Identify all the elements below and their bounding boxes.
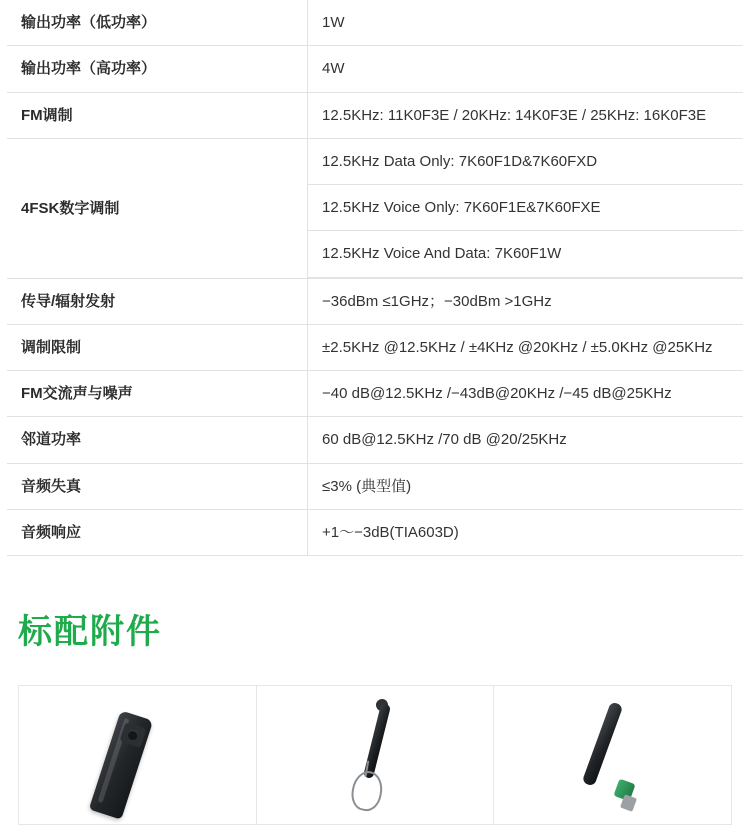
table-row bbox=[7, 46, 743, 92]
spec-label: 邻道功率 bbox=[7, 417, 308, 463]
accessory-cell-strap bbox=[256, 686, 494, 824]
table-row bbox=[7, 417, 743, 463]
table-row bbox=[7, 371, 743, 417]
battery-pack-icon bbox=[62, 695, 212, 815]
spec-value-group bbox=[308, 138, 744, 278]
spec-value: 60 dB@12.5KHz /70 dB @20/25KHz bbox=[322, 431, 567, 449]
spec-value: 12.5KHz: 11K0F3E / 20KHz: 14K0F3E / 25KHz: 16K0F3E bbox=[322, 106, 707, 124]
spec-label: FM调制 bbox=[7, 92, 308, 138]
spec-value: +1～−3dB(TIA603D) bbox=[322, 523, 459, 541]
specifications-table bbox=[7, 0, 743, 556]
antenna-icon bbox=[538, 695, 688, 815]
table-row bbox=[7, 278, 743, 324]
spec-label: 传导/辐射发射 bbox=[7, 278, 308, 324]
accessory-cell-antenna bbox=[493, 686, 731, 824]
table-row bbox=[308, 231, 743, 277]
spec-label: 输出功率（低功率） bbox=[7, 0, 308, 46]
spec-value: −36dBm ≤1GHz；−30dBm >1GHz bbox=[322, 292, 552, 310]
accessory-cell-battery bbox=[19, 686, 256, 824]
battery-body bbox=[89, 710, 153, 819]
spec-value: ±2.5KHz @12.5KHz / ±4KHz @20KHz / ±5.0KHz @25KHz bbox=[322, 338, 713, 356]
spec-sub-table bbox=[308, 139, 743, 278]
spec-value: 12.5KHz Data Only: 7K60F1D&7K60FXD bbox=[322, 152, 598, 170]
spec-label: 音频响应 bbox=[7, 509, 308, 555]
spec-label: FM交流声与噪声 bbox=[7, 371, 308, 417]
table-row bbox=[7, 138, 743, 278]
spec-value: −40 dB@12.5KHz /−43dB@20KHz /−45 dB@25KHz bbox=[322, 385, 672, 402]
specifications-body bbox=[7, 0, 743, 556]
table-row bbox=[7, 463, 743, 509]
spec-label: 4FSK数字调制 bbox=[7, 138, 308, 278]
strap-loop bbox=[349, 768, 385, 813]
hand-strap-icon bbox=[300, 695, 450, 815]
spec-label: 音频失真 bbox=[7, 463, 308, 509]
table-row bbox=[308, 185, 743, 231]
spec-label: 调制限制 bbox=[7, 324, 308, 370]
table-row bbox=[7, 0, 743, 46]
table-row bbox=[308, 139, 743, 185]
spec-value: 4W bbox=[322, 60, 345, 78]
spec-value: ≤3% (典型值) bbox=[322, 477, 412, 495]
table-row bbox=[7, 509, 743, 555]
accessories-gallery bbox=[18, 685, 732, 825]
spec-value: 12.5KHz Voice And Data: 7K60F1W bbox=[308, 231, 743, 277]
table-row bbox=[7, 324, 743, 370]
section-title-accessories: 标配附件 bbox=[18, 613, 162, 651]
spec-label: 输出功率（高功率） bbox=[7, 46, 308, 92]
spec-value: 12.5KHz Voice Only: 7K60F1E&7K60FXE bbox=[308, 185, 743, 231]
table-row bbox=[7, 92, 743, 138]
spec-value: 1W bbox=[322, 14, 345, 31]
antenna-body bbox=[581, 701, 623, 786]
